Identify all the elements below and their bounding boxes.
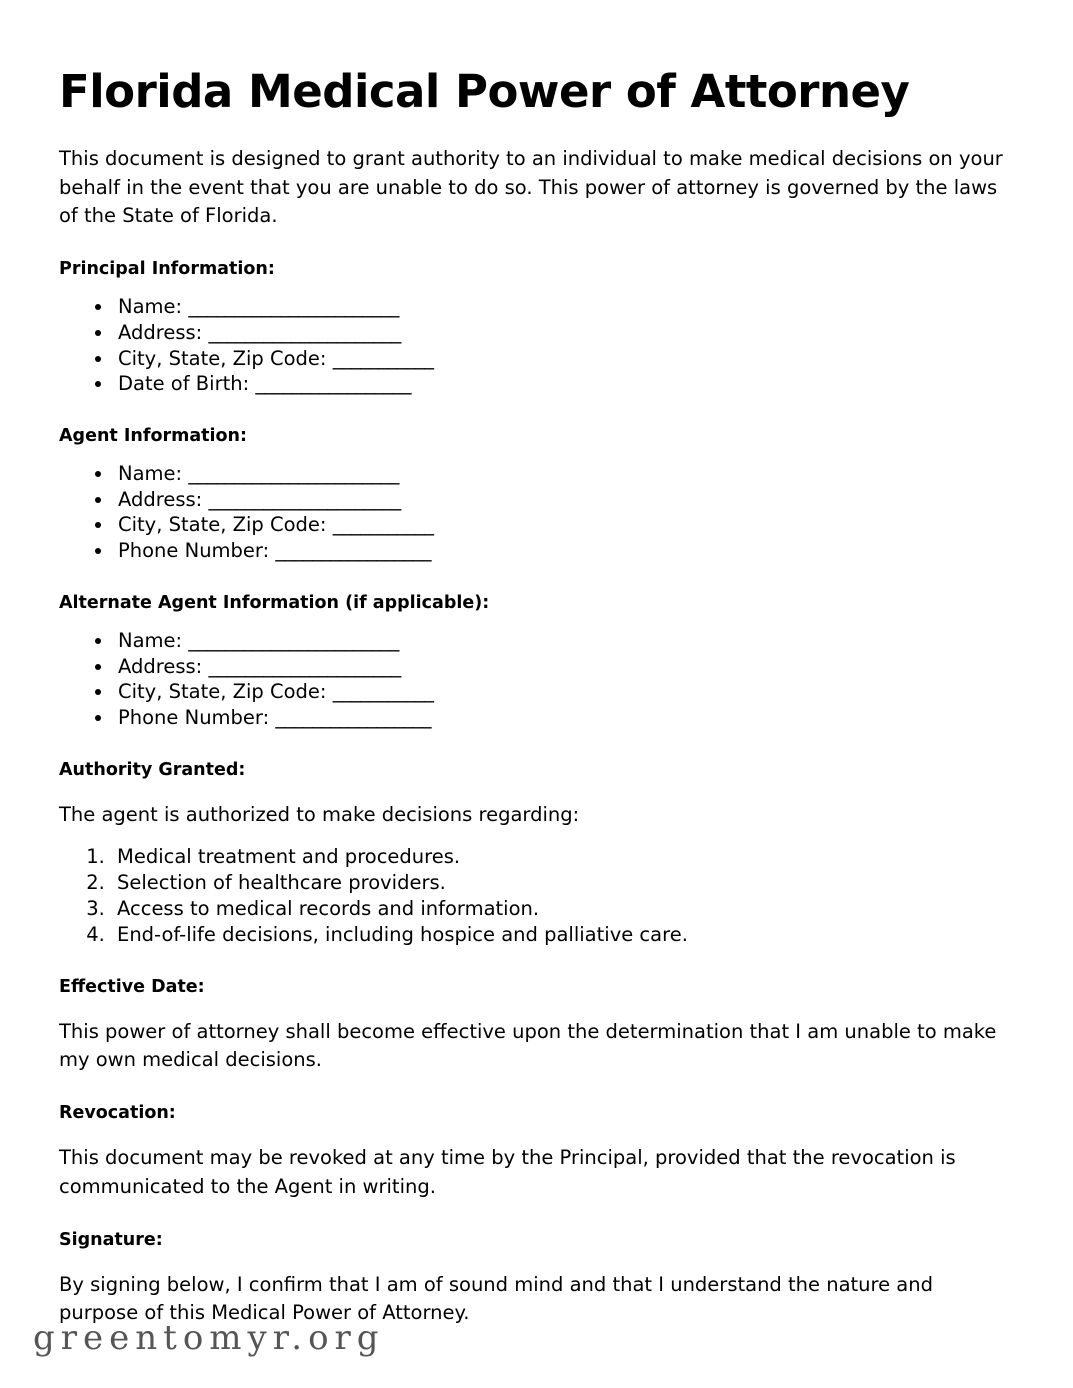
list-item xyxy=(114,294,1017,320)
field-blank[interactable]: _______________________ xyxy=(188,628,399,652)
field-blank[interactable]: _________________ xyxy=(275,706,431,730)
agent-information-heading: Agent Information: xyxy=(59,425,247,446)
alternate-agent-information-heading: Alternate Agent Information (if applicable): xyxy=(59,592,490,613)
list-item xyxy=(114,654,1017,680)
field-blank[interactable]: ___________ xyxy=(332,680,434,704)
revocation-text: This document may be revoked at any time by the Principal, provided that the revocation is communicated to the Agent in writing. xyxy=(59,1146,956,1198)
field-label: Date of Birth: xyxy=(118,372,250,396)
list-item: 4. End-of-life decisions, including hospice and palliative care. xyxy=(111,922,1017,948)
list-item xyxy=(114,538,1017,564)
authority-list xyxy=(59,829,1017,948)
document-content xyxy=(59,0,1017,1327)
authority-granted-heading: Authority Granted: xyxy=(59,759,246,780)
field-blank[interactable]: ___________ xyxy=(332,513,434,537)
revocation-heading: Revocation: xyxy=(59,1103,176,1124)
list-item xyxy=(114,679,1017,705)
field-blank[interactable]: _____________________ xyxy=(208,654,401,678)
signature-heading: Signature: xyxy=(59,1229,163,1250)
signature-text: By signing below, I confirm that I am of sound mind and that I understand the nature and purpose of this Medical Power of Attorney. xyxy=(59,1272,933,1325)
intro-paragraph: This document is designed to grant authority to an individual to make medical decisions on your behalf in the event that you are unable to do so. This power of attorney is governed by the laws of the State of Florida. xyxy=(59,147,1003,227)
list-item xyxy=(114,487,1017,513)
field-label: Address: xyxy=(118,487,203,511)
principal-field-list xyxy=(59,279,1017,397)
effective-date-heading: Effective Date: xyxy=(59,976,205,997)
list-item xyxy=(114,512,1017,538)
list-item xyxy=(114,628,1017,654)
list-item xyxy=(114,371,1017,397)
list-item: 1. Medical treatment and procedures. xyxy=(111,844,1017,870)
field-blank[interactable]: ___________ xyxy=(332,346,434,370)
field-blank[interactable]: _____________________ xyxy=(208,487,401,511)
list-item xyxy=(114,320,1017,346)
principal-information-heading: Principal Information: xyxy=(59,259,275,280)
field-label: Name: xyxy=(118,628,183,652)
list-item: 2. Selection of healthcare providers. xyxy=(111,870,1017,896)
field-label: Address: xyxy=(118,654,203,678)
authority-intro: The agent is authorized to make decisions regarding: xyxy=(59,802,580,826)
list-item xyxy=(114,461,1017,487)
list-item xyxy=(114,346,1017,372)
field-label: City, State, Zip Code: xyxy=(118,346,327,370)
list-item: 3. Access to medical records and information. xyxy=(111,896,1017,922)
effective-date-text: This power of attorney shall become effective upon the determination that I am unable to make my own medical decisions. xyxy=(59,1019,997,1072)
field-blank[interactable]: _________________ xyxy=(275,539,431,563)
field-label: Name: xyxy=(118,461,183,485)
list-item xyxy=(114,705,1017,731)
page-title: Florida Medical Power of Attorney xyxy=(59,65,910,118)
alternate-agent-field-list xyxy=(59,613,1017,731)
field-label: Phone Number: xyxy=(118,539,270,563)
field-blank[interactable]: _____________________ xyxy=(208,320,401,344)
field-label: Address: xyxy=(118,320,203,344)
site-watermark: greentomyr.org xyxy=(33,1318,385,1358)
field-blank[interactable]: _________________ xyxy=(255,372,411,396)
field-label: City, State, Zip Code: xyxy=(118,680,327,704)
field-label: Name: xyxy=(118,295,183,319)
field-label: City, State, Zip Code: xyxy=(118,513,327,537)
field-blank[interactable]: _______________________ xyxy=(188,295,399,319)
field-label: Phone Number: xyxy=(118,706,270,730)
field-blank[interactable]: _______________________ xyxy=(188,461,399,485)
agent-field-list xyxy=(59,446,1017,564)
